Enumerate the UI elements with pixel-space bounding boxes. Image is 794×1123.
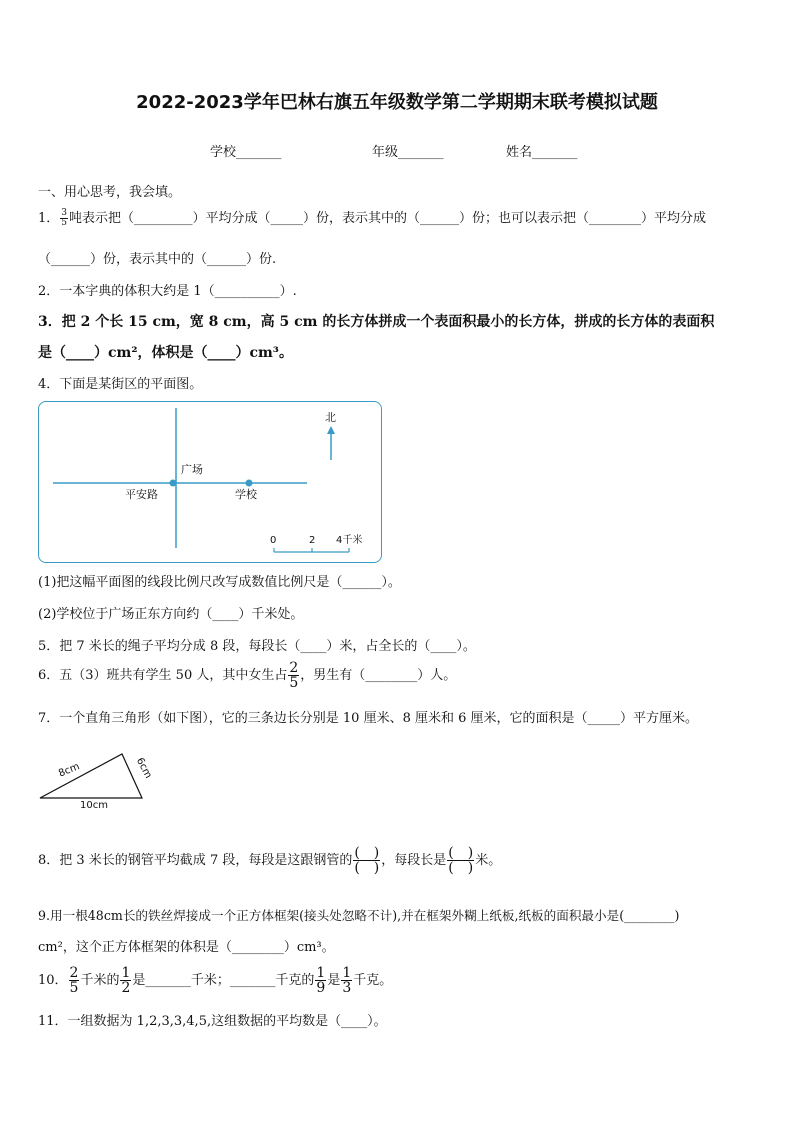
- question-3-cont: 是（____）cm²，体积是（____）cm³。: [38, 345, 293, 361]
- question-8: [38, 846, 501, 875]
- side-6cm-label: 6cm: [133, 756, 154, 781]
- north-arrowhead-icon: [327, 426, 335, 434]
- question-text: 千克。: [353, 973, 393, 988]
- fraction: $\frac{1}{9}$: [316, 965, 326, 996]
- street-map: [38, 401, 382, 563]
- fraction: $\frac{3}{5}$: [61, 208, 68, 228]
- question-text: 米。: [475, 853, 502, 868]
- blank-fraction: $\frac{( )}{( )}$: [354, 845, 380, 876]
- school-field: 学校_______: [210, 145, 282, 160]
- question-4-sub2: (2)学校位于广场正东方向约（____）千米处。: [38, 607, 304, 622]
- question-text: 8．把 3 米长的钢管平均截成 7 段，每段是这跟钢管的: [38, 853, 353, 868]
- question-number: 1．: [38, 211, 60, 226]
- fraction: $\frac{2}{5}$: [69, 965, 79, 996]
- plaza-dot: [170, 480, 177, 487]
- question-text: 千米的: [80, 973, 120, 988]
- question-5: 5．把 7 米长的绳子平均分成 8 段，每段长（____）米，占全长的（____）。: [38, 639, 476, 654]
- plaza-label: 广场: [181, 463, 203, 476]
- question-9-cont: cm²，这个正方体框架的体积是（________）cm³。: [38, 940, 335, 955]
- scale-label-0: 0: [270, 535, 277, 546]
- name-field: 姓名_______: [506, 145, 578, 160]
- side-10cm-label: 10cm: [80, 800, 108, 810]
- question-text: ，男生有（________）人。: [300, 668, 457, 683]
- question-text: 是_______千米；_______千克的: [132, 973, 315, 988]
- school-label: 学校: [235, 488, 257, 501]
- question-11: 11．一组数据为 1,2,3,3,4,5,这组数据的平均数是（____）。: [38, 1014, 387, 1029]
- north-label: 北: [325, 411, 336, 424]
- blank-fraction: $\frac{( )}{( )}$: [448, 845, 474, 876]
- fraction: $\frac{2}{5}$: [289, 660, 299, 691]
- question-text: 是: [327, 973, 341, 988]
- school-dot: [246, 480, 253, 487]
- question-7: 7．一个直角三角形（如下图），它的三条边长分别是 10 厘米、8 厘米和 6 厘米，它的面积是（_____）平方厘米。: [38, 711, 699, 726]
- right-triangle-figure: [36, 748, 156, 810]
- road-label: 平安路: [125, 488, 158, 501]
- question-1-cont: （______）份，表示其中的（______）份.: [38, 252, 277, 267]
- page-title: 2022-2023学年巴林右旗五年级数学第二学期期末联考模拟试题: [136, 92, 658, 113]
- scale-label-4km: 4千米: [336, 535, 363, 546]
- question-text: 吨表示把（_________）平均分成（_____）份，表示其中的（______）份；也可以表示把（________）平均分成: [69, 211, 707, 226]
- fraction: $\frac{1}{3}$: [342, 965, 352, 996]
- question-number: 10．: [38, 973, 68, 988]
- grade-field: 年级_______: [372, 145, 444, 160]
- map-drawing: [39, 402, 381, 562]
- question-text: ，每段长是: [381, 853, 447, 868]
- question-text: 6．五（3）班共有学生 50 人，其中女生占: [38, 668, 288, 683]
- question-3: 3．把 2 个长 15 cm，宽 8 cm，高 5 cm 的长方体拼成一个表面积最小的长方体，拼成的长方体的表面积: [38, 314, 715, 330]
- fraction: $\frac{1}{2}$: [121, 965, 131, 996]
- question-2: 2．一本字典的体积大约是 1（__________）.: [38, 284, 297, 299]
- scale-label-2: 2: [309, 535, 316, 546]
- question-6: [38, 661, 456, 690]
- question-10: [38, 966, 392, 995]
- question-9: 9.用一根48cm长的铁丝焊接成一个正方体框架(接头处忽略不计),并在框架外糊上纸板,纸板的面积最小是(________): [38, 908, 680, 923]
- question-4: 4．下面是某街区的平面图。: [38, 377, 203, 392]
- triangle-shape: [40, 754, 142, 798]
- question-1: [38, 207, 706, 228]
- side-8cm-label: 8cm: [57, 761, 82, 780]
- question-4-sub1: (1)把这幅平面图的线段比例尺改写成数值比例尺是（______）。: [38, 575, 401, 590]
- section-heading: 一、用心思考，我会填。: [38, 185, 182, 200]
